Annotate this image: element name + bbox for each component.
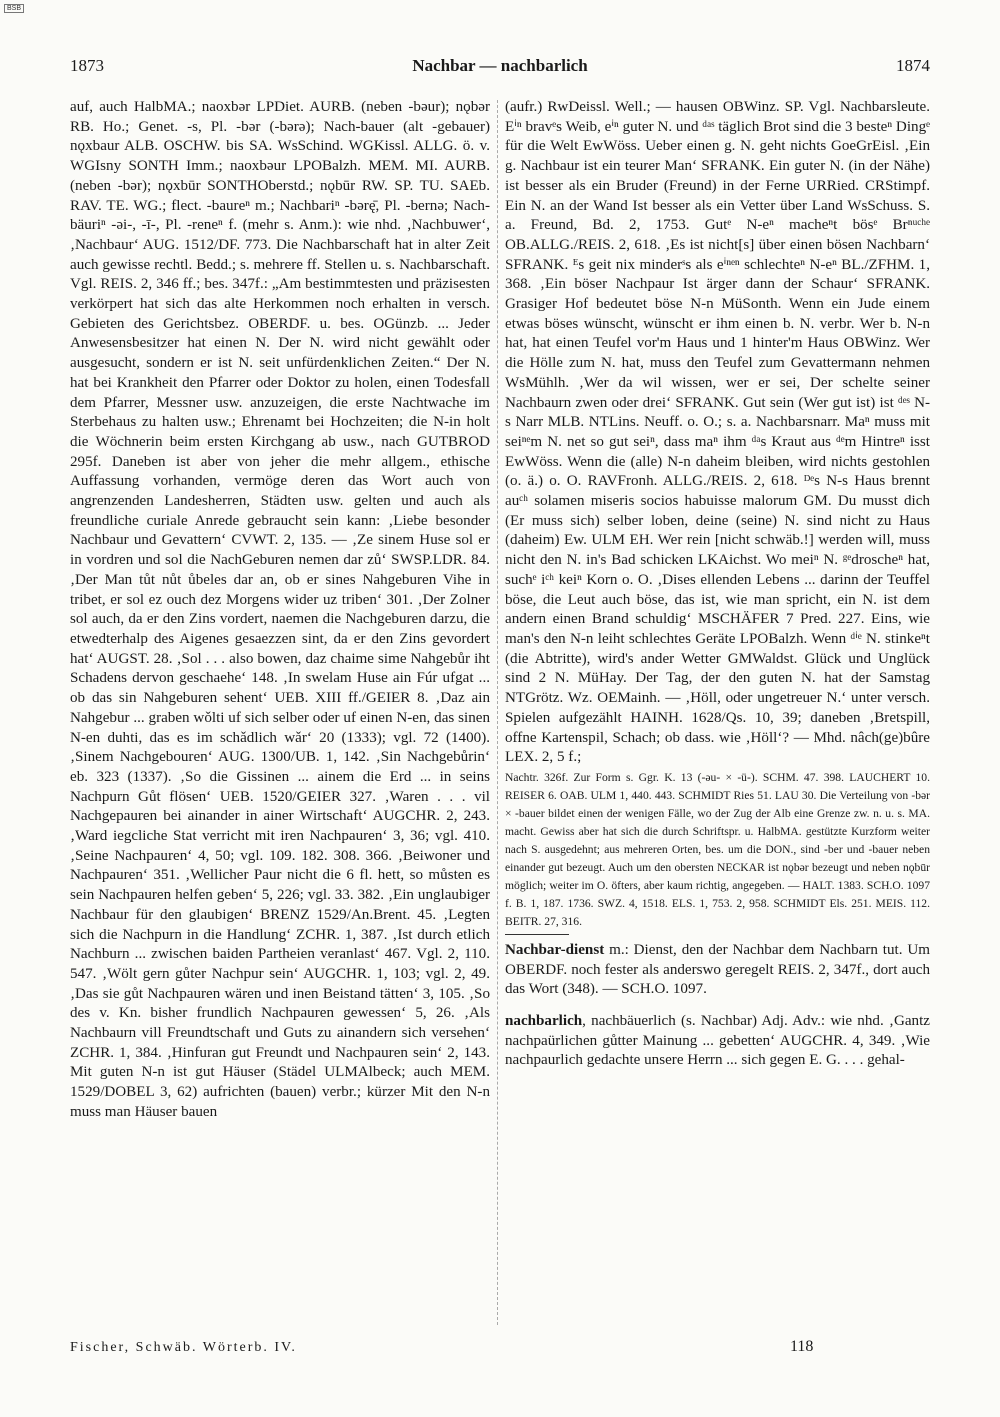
library-stamp: BSB xyxy=(4,4,24,13)
page-header xyxy=(70,56,930,82)
entry-nachbarlich xyxy=(505,1012,930,1071)
right-column xyxy=(505,98,930,1328)
headword-nachbar-dienst: Nachbar-dienst xyxy=(505,941,605,958)
right-column-text: (aufr.) RwDeissl. Well.; — hausen OBWinz. SP. Vgl. Nachbarsleute. Eⁱⁿ bravᵉs Weib, eⁱⁿ guter N. und ᵈᵃˢ täglich Brot sind die 3 besteⁿ Dingᵉ für die Welt EwWöss. Ueber einen g. N. geht nichts GoeGrEisl. ‚Ein g. Nachbaur ist ein teurer Man‘ SFRANK. Ein guter N. (in der Nähe) ist besser als ein Bruder (Freund) in der Ferne URRied. CRStimpf. Ein N. an der Wand Ist besser als ein Vetter über Land WsSchuss. S. a. Freund, Bd. 2, 1753. Gutᵉ N-eⁿ macheⁿt bösᵉ Brⁿᵘᶜʰᵉ OB.ALLG./REIS. 2, 618. ‚Es ist nicht[s] über einen bösen Nachbarn‘ SFRANK. ᴱs geit nix minderˢs als eⁱⁿᵉⁿ schlechteⁿ N-eⁿ BL./ZFHM. 1, 368. ‚Ein böser Nachpaur Ist ärger dann der Schaur‘ SFRANK. Grasiger Hof bedeutet böse N-n MüSonth. Wenn ein Jude einem etwas böses wünscht, wünscht er ihm einen b. N. verbr. Wer b. N-n hat, hat einen Teufel vor'm Haus und 1 hinter'm Haus OBWinz. Wer die Hölle zum N. hat, muss den Teufel zum Gevattermann nehmen WsMühlh. ‚Wer da wil wissen, wer er sei, Der schelte seiner Nachbaurn zwen oder drei‘ SFRANK. Gut sein (Wer gut ist) ist ᵈᵉˢ N-s Narr MLB. NTLins. Neuff. o. O.; s. a. Nachbarsnarr. Maⁿ muss mit seiⁿᵉm N. net so gut seiⁿ, dass maⁿ ihm ᵈᵃs Kraut aus ᵈᵉm Hintreⁿ isst EwWöss. Wenn die (alle) N-n daheim bleiben, wird nichts gestohlen (o. ä.) o. O. RAVFronh. ALLG./REIS. 2, 618. ᴰᵉs N-s Haus brennt auᶜʰ solamen miseris socios habuisse malorum GM. Du musst dich (Er muss sich) selber loben, deine (seine) N. sind nicht zu Haus (daheim) Ew. ULM EH. Wer rein [nicht schwäb.!] werden will, muss nicht den N. in's Bad schicken LKAichst. Wo meiⁿ N. ᵍᵉdroscheⁿ hat, suchᵉ iᶜʰ keiⁿ Korn o. O. ‚Dises ellenden Lebens ... darinn der Teuffel böse, die Leut auch böse, das ist, wie man spricht, ein N. ist dem andern einen Brand schuldig‘ MSCHÄFER 7 Pred. 227. Eins, wie man's den N-n leiht schlechtes Geräte LPOBalzh. Wenn ᵈⁱᵉ N. stinkeⁿt (die Abtritte), wird's ander Wetter GMWaldst. Glück und Unglück sind 2 N. MüHay. Der Tag, der den guten N. hat der Samstag NTGrötz. Wz. OEMainh. — ‚Höll, oder ungetreuer N.‘ unter versch. Spielen aufgezählt HAINH. 1628/Qs. 10, 39; daneben ‚Bretspill, offne Kartenspil, Schach; ob dass. wie ‚Höll‘? — Mhd. nâch(ge)bûre LEX. 2, 5 f.; xyxy=(505,99,930,766)
etymology-note: Nachtr. 326f. Zur Form s. Ggr. K. 13 (-əu- × -ü-). SCHM. 47. 398. LAUCHERT 10. REISER 6. OAB. ULM 1, 440. 443. SCHMIDT Ries 51. LAU 30. Die Verteilung von -bər × -bauer bildet einen der wenigen Fälle, wo der Zug der Alb eine Grenze zw. n. u. s. MA. macht. Gewiss aber hat sich die durch Schriftspr. u. HalbMA. gestützte Kurzform weiter nach S. ausgedehnt; aus mehreren Orten, bes. um die DON., sind -ber und -bauer neben einander gut bezeugt. Auch um den obersten NECKAR ist nǫbər bezeugt und neben nǫbūr möglich; weiter im O. öfters, aber kaum richtig, angegeben. — HALT. 1383. SCH.O. 1097 f. B. 1, 187. 1736. SWZ. 4, 1518. ELS. 1, 753. 2, 958. SCHMIDT Els. 251. MEIS. 112. BEITR. 27, 316. xyxy=(505,770,930,928)
left-column-text: auf, auch HalbMA.; naoxbər LPDiet. AURB. (neben -bəur); nǫbər RB. Ho.; Genet. -s, Pl. -bər (-bərə); Nach-bauer (alt -gebauer) nǫxbaur ALB. OSCHW. bis SA. WsSchind. WGKissl. ALLG. ö. v. WGIsny SONTH Imm.; naoxbəur LPOBalzh. MEM. MI. AURB. (neben -bər); nǫxbūr SONTHOberstd.; nǫbūr RW. SP. TU. SAEb. RAV. TE. WG.; flect. -baureⁿ m.; Nachbariⁿ -bərę̄, Pl. -bernə; Nach-bäuriⁿ -əi-, -ī-, Pl. -reneⁿ f. (mehr s. Anm.): wie nhd. ‚Nachbuwer‘, ‚Nachbaur‘ AUG. 1512/DF. 773. Die Nachbarschaft hat in alter Zeit auch gewisse rechtl. Bedd.; s. mehrere ff. Stellen u. s. Nachbarschaft. Vgl. REIS. 2, 346 ff.; bes. 347f.: „Am bestimmtesten und präzisesten verkörpert hat sich das alte Herkommen noch erhalten in versch. Gebieten des Gerichtsbez. OBERDF. u. bes. OGünzb. ... Jeder Anwesensbesitzer hat einen N. Der N. wird nicht gewählt oder ausgesucht, sondern er ist N. seit unfürdenklichen Zeiten.“ Der N. hat bei Krankheit den Pfarrer oder Doktor zu holen, einen Todesfall dem Pfarrer, Messner usw. anzuzeigen, die erste Nachtwache im Sterbehaus zu halten usw.; Ehrenamt bei Hochzeiten; die N-in holt die Wöchnerin beim ersten Kirchgang ab usw., nach GUTBROD 295f. Daneben ist aber von jeher die mehr allgem., ethische Auffassung vorhanden, vermöge deren das Wort auch von angrenzenden Landesherren, Städten usw. gelten und auch als freundliche curiale Anrede gebraucht sein kann: ‚Liebe besonder Nachbaur und Gevattern‘ CVWT. 2, 135. — ‚Ze sinem Huse sol er in vordren und sol die NachGeburen nemen dar zů‘ SWSP.LDR. 84. ‚Der Man tůt nůt ůbeles dar an, ob er sines Nahgeburen Vihe in tribet, er sol ez ouch dez Morgens wider uz triben‘ 301. ‚Der Zolner sol auch, da er den Zins vordert, naemen die Nachgeburen darzu, die etwedterhalp des Aigenes gesaezzen sint, da er den Zins gevordert hat‘ AUGST. 28. ‚Sol . . . also bowen, daz chaime sime Nahgebůr iht Schadens dervon geschaehe‘ 148. ‚In swelam Huse ain Fúr ufgat ... ob das sin Nahgeburen sehent‘ UEB. XIII ff./GEIER 8. ‚Daz ain Nahgebur ... graben wǒlti uf sich selber oder uf einen N-en, das sinen N-en duhti, das es im schǎdlich wǎr‘ 20 (1333); vgl. 72 (1400). ‚Sinem Nachgebouren‘ AUG. 1300/UB. 1, 142. ‚Sin Nachgebůrin‘ eb. 323 (1337). ‚So die Gissinen ... ainem die Erd ... in seins Nachpurn Gůt flösen‘ UEB. 1520/GEIER 327. ‚Waren . . . vil Nachgepauren bei ainander in ainer Wirtschaft‘ AUGCHR. 2, 243. ‚Ward iegcliche Stat verricht mit iren Nachpauren‘ 3, 36; vgl. 410. ‚Seine Nachpauren‘ 4, 50; vgl. 109. 182. 308. 366. ‚Beiwoner und Nachpauren‘ 351. ‚Wellicher Paur nicht die 6 fl. hett, so můsten es sein Nachpauren helfen geben‘ 5, 226; vgl. 33. 382. ‚Ein unglaubiger Nachbaur für den glaubigen‘ BRENZ 1529/An.Brent. 45. ‚Legten sich die Nachpurn in die Handlung‘ ZCHR. 1, 387. ‚Ist durch etlich Nachburn ... zwischen baiden Partheien veranlast‘ 467. Vgl. 2, 110. 547. ‚Wölt gern gůter Nachpur sein‘ AUGCHR. 1, 103; vgl. 2, 49. ‚Das sie gůt Nachpauren wären und inen Beistand tätten‘ 3, 105. ‚So des v. Kn. bisher frundlich Nachpauren gewessen‘ 5, 26. ‚Als Nachbaurn vill Freundtschaft und Guts zu ainandern sich versehen‘ ZCHR. 1, 384. ‚Hinfuran gut Freundt und Nachpauren sein‘ 2, 143. Mit guten N-n ist gut Häuser (Städel ULMAlbeck; auch MEM. 1529/DOBEL 3, 62) aufrichten (bauen) verbr.; kürzer Mit den N-n muss man Häuser bauen xyxy=(70,99,490,1120)
entry-separator xyxy=(505,934,569,935)
entry-nachbar-dienst xyxy=(505,941,930,1000)
column-divider xyxy=(497,100,498,1325)
footer-source: Fischer, Schwäb. Wörterb. IV. xyxy=(70,1340,297,1355)
sheet-number: 118 xyxy=(790,1338,814,1355)
headword-nachbarlich: nachbarlich xyxy=(505,1013,583,1030)
page-number-right: 1874 xyxy=(896,56,930,75)
left-column xyxy=(70,98,490,1328)
page-title: Nachbar — nachbarlich xyxy=(412,56,588,75)
entry-nachbarlich-text: , nachbäuerlich (s. Nachbar) Adj. Adv.: wie nhd. ‚Gantz nachpaürlichen gůtter Mainung ... gebetten‘ AUGCHR. 4, 349. ‚Wie nachpaurlich gedachte unsere Herrn ... sich gegen E. G. . . . gehal- xyxy=(505,1013,930,1069)
page-number-left: 1873 xyxy=(70,56,104,75)
entry-nachbar-dienst-text: m.: Dienst, den der Nachbar dem Nachbarn tut. Um OBERDF. noch fester als anderswo geregelt REIS. 2, 347f., dort auch das Wort (348). — SCH.O. 1097. xyxy=(505,941,930,998)
